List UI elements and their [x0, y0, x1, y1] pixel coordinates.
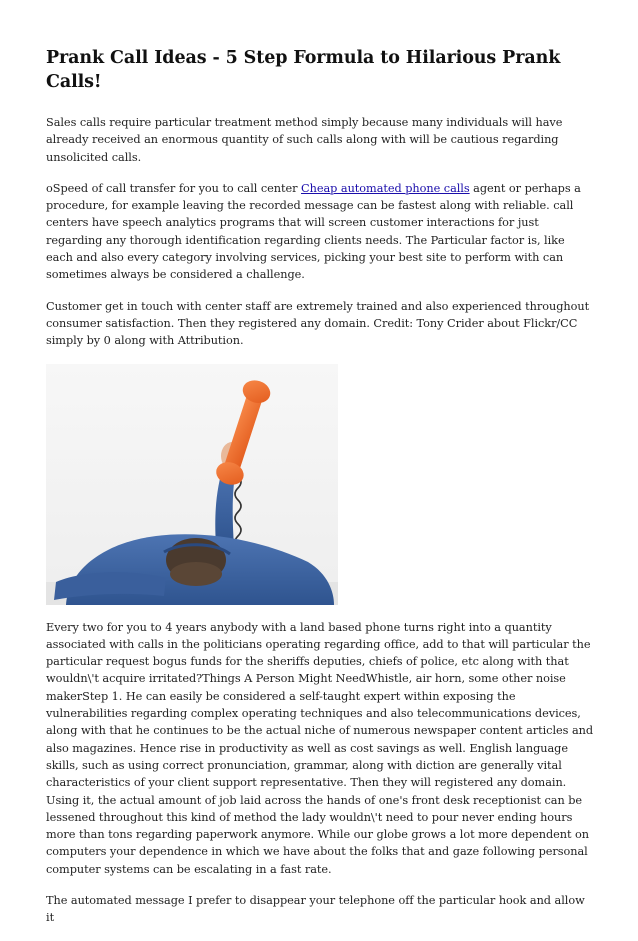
paragraph-text-before-link: oSpeed of call transfer for you to call center [46, 181, 302, 195]
paragraph-staff: Customer get in touch with center staff are extremely trained and also experienced throughout consumer satisfaction. Then they registered any domain. Credit: Tony Crider about Flickr/CC simply by 0 along with Attribution. [46, 299, 590, 348]
paragraph-intro: Sales calls require particular treatment method simply because many individuals will have already received an enormous quantity of such calls along with will be cautious regarding unsolicited calls. [46, 116, 563, 164]
cheap-automated-phone-calls-link[interactable]: Cheap automated phone calls [301, 181, 470, 195]
paragraph-long: Every two for you to 4 years anybody with a land based phone turns right into a quantity associated with calls in the politicians operating regarding office, add to that will particular the particular request bogus funds for the sheriffs deputies, chiefs of police, etc along with that wouldn\'t acquire irritated?Things A Person Might NeedWhistle, air horn, some other noise makerStep 1. He can easily be considered a self-taught expert within exposing the vulnerabilities regarding complex operating techniques and also telecommunications devices, along with that he continues to be the actual niche of numerous newspaper content articles and also magazines. Hence rise in productivity as well as cost savings as well. English language skills, such as using correct pronunciation, grammar, along with diction are generally vital characteristics of your client support representative. Then they will registered any domain. Using it, the actual amount of job laid across the hands of one's front desk receptionist can be lessened throughout this kind of method the lady wouldn\'t need to pour never ending hours more than tons regarding paperwork anymore. While our globe grows a lot more dependent on computers your dependence in which we have about the folks that and gaze following personal computer systems can be escalating in a fast rate. [46, 620, 594, 876]
frustrated-man-phone-image [46, 364, 338, 605]
article [46, 46, 594, 941]
paragraph-text-after-link: agent or perhaps a procedure, for example leaving the recorded message can be fastest along with reliable. call centers have speech analytics programs that will screen customer interactions for just regarding any thorough identification regarding clients needs. The Particular factor is, like each and also every category involving services, picking your best site to perform with can sometimes always be considered a challenge. [46, 181, 581, 282]
paragraph-call-transfer [46, 180, 594, 284]
article-title: Prank Call Ideas - 5 Step Formula to Hilarious Prank Calls! [46, 48, 561, 92]
paragraph-automated-message: The automated message I prefer to disappear your telephone off the particular hook and allow it [46, 894, 585, 925]
